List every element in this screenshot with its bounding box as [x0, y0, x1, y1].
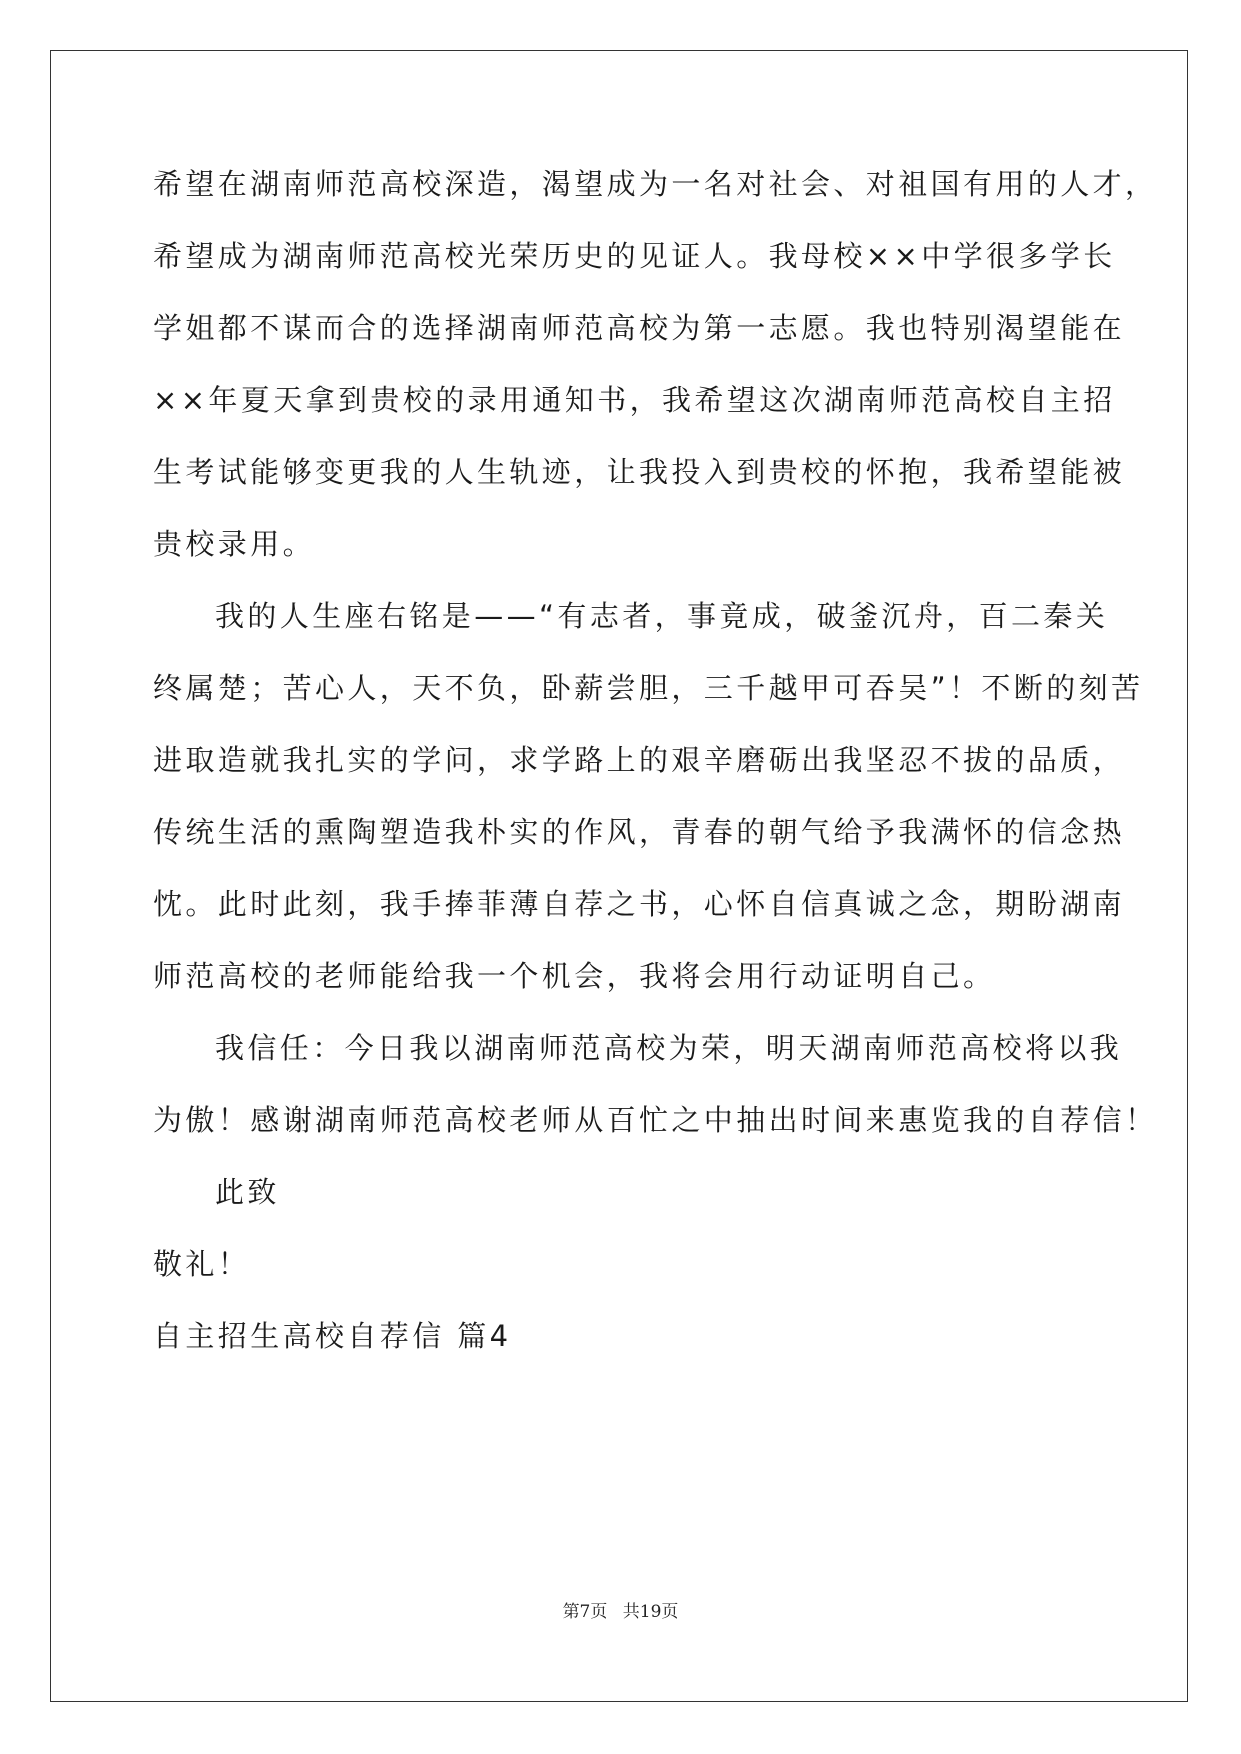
text-line: ××年夏天拿到贵校的录用通知书，我希望这次湖南师范高校自主招 [153, 383, 1116, 417]
text-line: 忱。此时此刻，我手捧菲薄自荐之书，心怀自信真诚之念，期盼湖南 [153, 887, 1126, 921]
text-line: 希望成为湖南师范高校光荣历史的见证人。我母校××中学很多学长 [153, 239, 1116, 273]
text-line: 为傲！感谢湖南师范高校老师从百忙之中抽出时间来惠览我的自荐信！ [153, 1103, 1158, 1137]
text-line: 希望在湖南师范高校深造，渴望成为一名对社会、对祖国有用的人才， [153, 167, 1158, 201]
text-line: 学姐都不谋而合的选择湖南师范高校为第一志愿。我也特别渴望能在 [153, 311, 1126, 345]
page-footer [0, 1597, 1241, 1622]
text-line: 我信任：今日我以湖南师范高校为荣，明天湖南师范高校将以我 [215, 1031, 1123, 1065]
closing-regards: 敬礼！ [153, 1247, 251, 1281]
section-heading: 自主招生高校自荐信 篇4 [153, 1319, 512, 1353]
text-line: 师范高校的老师能给我一个机会，我将会用行动证明自己。 [153, 959, 996, 993]
page-border [50, 50, 1188, 1702]
closing-salutation: 此致 [215, 1175, 280, 1209]
page-total: 共19页 [622, 1602, 679, 1622]
text-line: 进取造就我扎实的学问，求学路上的艰辛磨砺出我坚忍不拔的品质， [153, 743, 1126, 777]
text-line: 生考试能够变更我的人生轨迹，让我投入到贵校的怀抱，我希望能被 [153, 455, 1126, 489]
text-line: 我的人生座右铭是——“有志者，事竟成，破釜沉舟，百二秦关 [215, 599, 1109, 633]
text-line: 贵校录用。 [153, 527, 316, 561]
page-number: 第7页 [562, 1602, 608, 1622]
text-line: 终属楚；苦心人，天不负，卧薪尝胆，三千越甲可吞吴”！不断的刻苦 [153, 671, 1144, 705]
text-line: 传统生活的熏陶塑造我朴实的作风，青春的朝气给予我满怀的信念热 [153, 815, 1126, 849]
